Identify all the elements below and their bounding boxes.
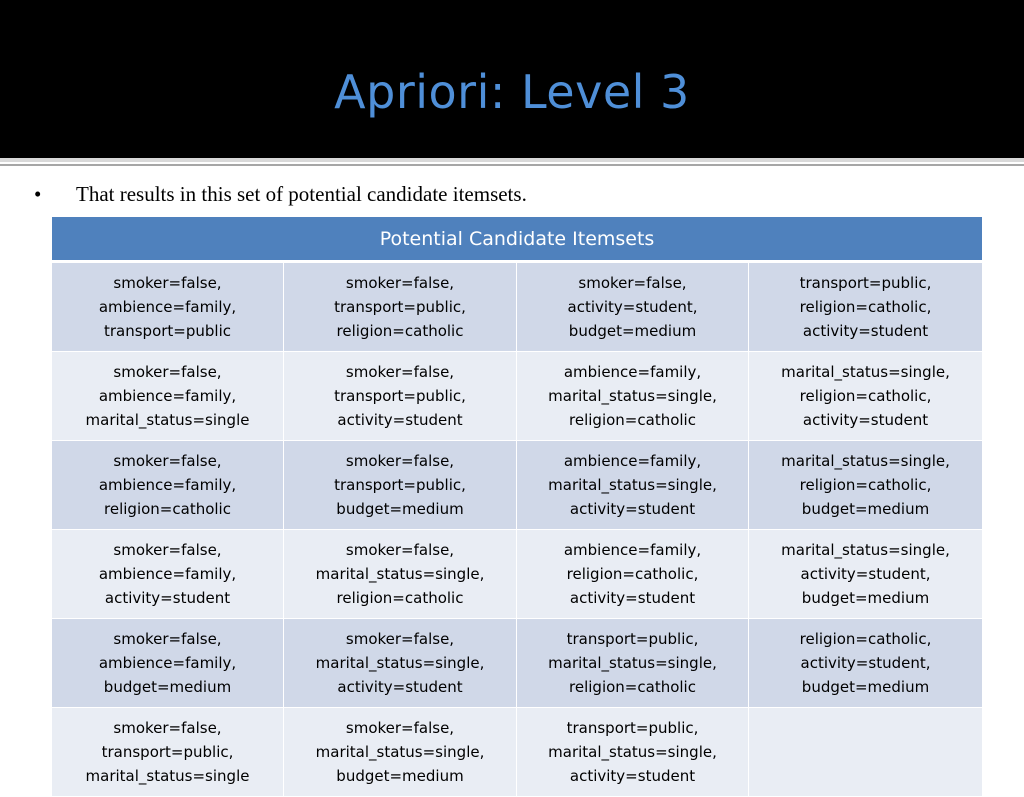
itemset-line: transport=public, [566,719,699,737]
table-cell [284,441,517,530]
itemset-line: transport=public, [101,743,234,761]
candidate-itemsets-table [51,216,983,797]
itemset-line: ambience=family, [98,387,237,405]
itemset-line: religion=catholic, [799,476,932,494]
table-cell [52,262,284,352]
itemset-line: smoker=false, [113,630,222,648]
itemset-line: smoker=false, [113,452,222,470]
itemset-line: religion=catholic, [566,565,699,583]
table-row [52,708,983,797]
table-cell [749,352,983,441]
itemset-line: transport=public [103,322,231,340]
itemset-line: marital_status=single [85,767,250,785]
table-cell [52,708,284,797]
itemset-line: activity=student, [800,654,931,672]
table-header-row [52,217,983,262]
itemset-line: religion=catholic [569,678,696,696]
itemset-line: smoker=false, [345,452,455,470]
itemset-line: budget=medium [801,589,930,607]
table-row [52,619,983,708]
table-cell [749,708,983,797]
itemset-line: ambience=family, [98,476,237,494]
itemset-line: smoker=false, [345,630,455,648]
table-cell [284,708,517,797]
table-cell [284,619,517,708]
itemset-line: budget=medium [336,500,464,518]
table-cell [52,352,284,441]
table-cell [749,619,983,708]
itemset-line: marital_status=single, [315,565,485,583]
title-divider-shadow [0,164,1024,166]
itemset-line: marital_status=single, [315,743,485,761]
itemset-line: activity=student, [567,298,698,316]
table-cell [749,530,983,619]
itemset-line: smoker=false, [113,274,222,292]
itemset-line: religion=catholic, [799,387,932,405]
table-cell [52,530,284,619]
itemset-line: activity=student [569,767,696,785]
itemset-line: religion=catholic [569,411,696,429]
itemset-line: transport=public, [566,630,699,648]
itemset-line: marital_status=single, [781,363,950,381]
itemset-line: smoker=false, [113,363,222,381]
table-body [52,262,983,797]
itemset-line: marital_status=single, [315,654,485,672]
bullet-icon: • [34,182,42,206]
itemset-line: smoker=false, [345,541,455,559]
itemset-line: marital_status=single, [548,387,717,405]
table-cell [517,352,749,441]
itemset-line: budget=medium [801,500,930,518]
table-row [52,262,983,352]
itemset-line: smoker=false, [113,541,222,559]
itemset-line: budget=medium [103,678,232,696]
table-row [52,352,983,441]
slide-title: Apriori: Level 3 [334,65,690,119]
itemset-line: transport=public, [334,387,466,405]
itemset-line: religion=catholic, [799,630,932,648]
itemset-line: smoker=false, [113,719,222,737]
table-cell [517,530,749,619]
table-cell [749,262,983,352]
itemset-line: religion=catholic [336,322,464,340]
table-cell [517,619,749,708]
table-cell [749,441,983,530]
bullet-item [34,180,527,208]
itemset-line: ambience=family, [563,363,702,381]
table-cell [284,352,517,441]
table-cell [517,441,749,530]
table-cell [284,262,517,352]
itemset-line: marital_status=single, [781,452,950,470]
itemset-line: activity=student [337,678,463,696]
table-cell [284,530,517,619]
table-row [52,441,983,530]
itemset-line: marital_status=single [85,411,250,429]
itemset-line: marital_status=single, [548,743,717,761]
itemset-line: activity=student [802,322,929,340]
table-header: Potential Candidate Itemsets [52,217,983,262]
itemset-line: transport=public, [334,476,466,494]
itemset-line: ambience=family, [98,565,237,583]
itemset-line: ambience=family, [563,541,702,559]
table-cell [517,262,749,352]
itemset-line: smoker=false, [578,274,687,292]
itemset-line: religion=catholic, [799,298,932,316]
itemset-line: budget=medium [336,767,464,785]
itemset-line: smoker=false, [345,719,455,737]
table-cell [517,708,749,797]
itemset-line: transport=public, [799,274,932,292]
itemset-line: activity=student [337,411,463,429]
bullet-text: That results in this set of potential candidate itemsets. [76,182,527,206]
itemset-line: ambience=family, [563,452,702,470]
table-cell [52,619,284,708]
itemset-line: ambience=family, [98,298,237,316]
itemset-line: marital_status=single, [548,476,717,494]
itemset-line: transport=public, [334,298,466,316]
itemset-line: activity=student [802,411,929,429]
itemset-line: smoker=false, [345,363,455,381]
itemset-line: activity=student [569,589,696,607]
itemset-line: religion=catholic [104,500,231,518]
itemset-line: religion=catholic [336,589,464,607]
itemset-line: ambience=family, [98,654,237,672]
itemset-line: marital_status=single, [548,654,717,672]
itemset-line: marital_status=single, [781,541,950,559]
itemset-line: activity=student, [800,565,931,583]
table-row [52,530,983,619]
itemset-line: smoker=false, [345,274,455,292]
itemset-line: activity=student [569,500,696,518]
itemset-line: budget=medium [801,678,930,696]
itemset-line: activity=student [104,589,231,607]
itemset-line: budget=medium [568,322,697,340]
table-cell [52,441,284,530]
